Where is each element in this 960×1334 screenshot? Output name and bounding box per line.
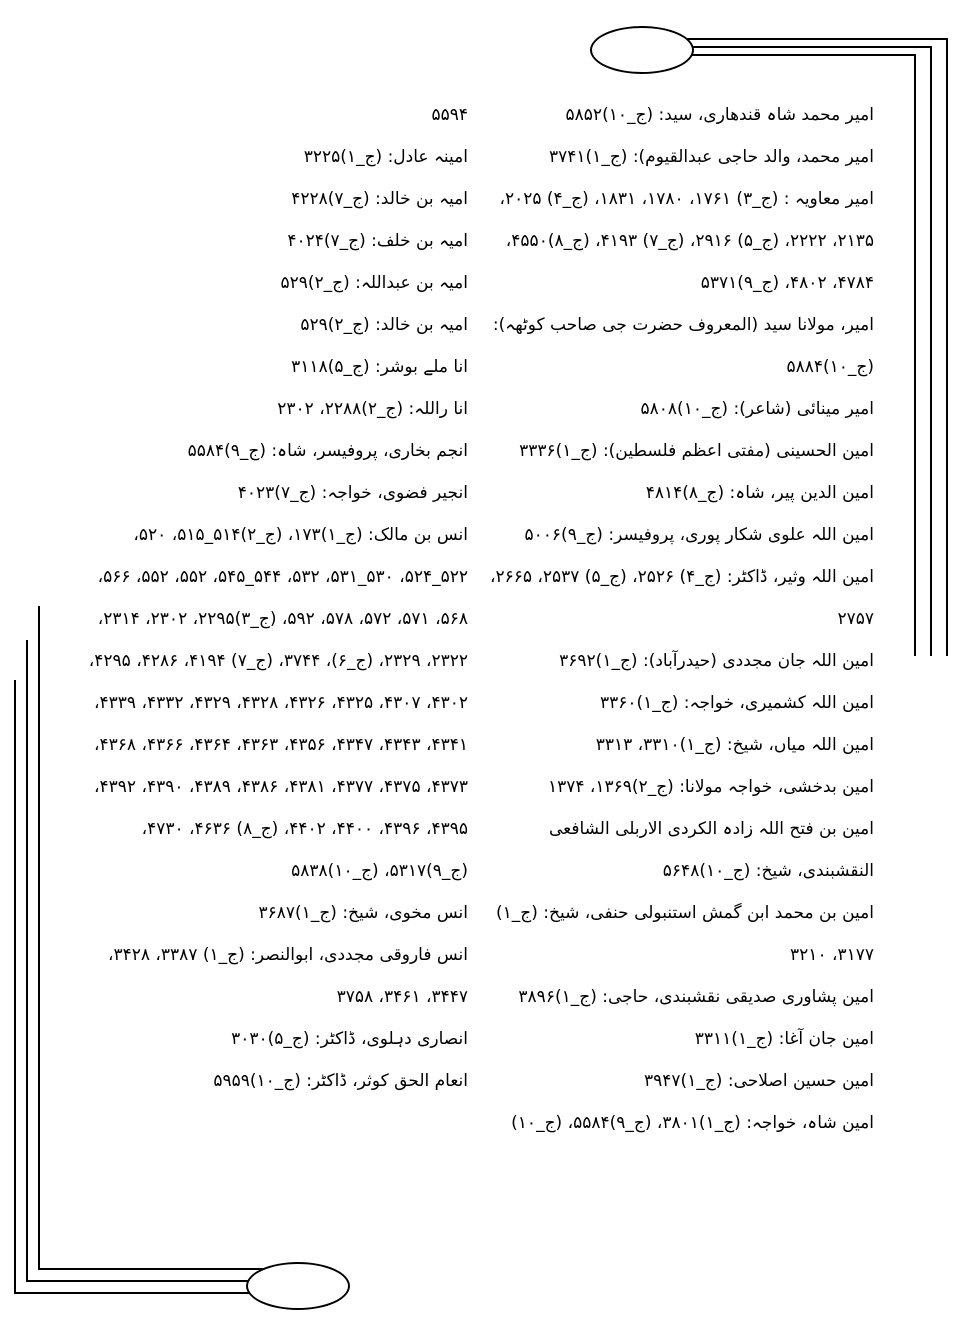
index-entry: امین شاہ، خواجہ: (ج_۱)۳۸۰۱، (ج_۹)۵۵۸۴، (ج_۱۰): [511, 1113, 874, 1133]
index-entry: انس فاروقی مجددی، ابوالنصر: (ج_۱) ۳۳۸۷، ۳۴۲۸، ۳۴۴۷، ۳۴۶۱، ۳۷۵۸: [102, 945, 468, 1007]
index-entry: امیر، مولانا سید (المعروف حضرت جی صاحب کوٹھہ): (ج_۱۰)۵۸۸۴: [487, 315, 874, 377]
index-entry: انا راللہ: (ج_۲)۲۲۸۸، ۲۳۰۲: [277, 399, 468, 419]
frame-line-left-3: [38, 606, 40, 1270]
frame-line-bottom-2: [26, 1280, 274, 1282]
frame-line-bottom-1: [14, 1292, 274, 1294]
index-entry: انجیر فضوی، خواجہ: (ج_۷)۴۰۲۳: [237, 483, 468, 503]
frame-line-right-2: [930, 46, 932, 656]
index-entry: امیر محمد شاہ قندھاری، سید: (ج_۱۰)۵۸۵۲: [565, 105, 874, 125]
index-entry: امین اللہ کشمیری، خواجہ: (ج_۱)۳۳۶۰: [599, 693, 874, 713]
index-entry: امین حسین اصلاحی: (ج_۱)۳۹۴۷: [644, 1071, 874, 1091]
index-entry: امیر معاویہ : (ج_۳) ۱۷۶۱، ۱۷۸۰، ۱۸۳۱، (ج_۴) ۲۰۲۵، ۲۱۳۵، ۲۲۲۲، (ج_۵) ۲۹۱۶، (ج_۷) ۴۱۹۳، (ج_۸)۴۵۵۰، ۴۷۸۴، ۴۸۰۲، (ج_۹)۵۳۷۱: [494, 189, 874, 293]
index-entry: امین الحسینی (مفتی اعظم فلسطین): (ج_۱)۳۳۳۶: [519, 441, 874, 461]
index-entry: امیہ بن عبداللہ: (ج_۲)۵۲۹: [280, 273, 468, 293]
index-entry: امینہ عادل: (ج_۱)۳۲۲۵: [303, 147, 468, 167]
index-entry: امیہ بن خلف: (ج_۷)۴۰۲۴: [287, 231, 468, 251]
index-entry: امین اللہ میاں، شیخ: (ج_۱)۳۳۱۰، ۳۳۱۳: [595, 735, 874, 755]
index-entry: امین اللہ جان مجددی (حیدرآباد): (ج_۱)۳۶۹۲: [559, 651, 874, 671]
index-entry: امین اللہ علوی شکار پوری، پروفیسر: (ج_۹)۵۰۰۶: [524, 525, 874, 545]
frame-line-left-2: [26, 640, 28, 1282]
frame-oval-bottom: [246, 1262, 350, 1310]
index-entry: انجم بخاری، پروفیسر، شاہ: (ج_۹)۵۵۸۴: [187, 441, 468, 461]
frame-line-left-1: [14, 680, 16, 1294]
frame-line-right-3: [914, 54, 916, 656]
frame-line-right-1: [946, 38, 948, 656]
index-entry: انا ملے بوشر: (ج_۵)۳۱۱۸: [291, 357, 468, 377]
frame-line-bottom-3: [38, 1268, 274, 1270]
index-entry: امین بن محمد ابن گمش استنبولی حنفی، شیخ: (ج_۱) ۳۱۷۷، ۳۲۱۰: [490, 903, 874, 965]
index-entry: انس مخوی، شیخ: (ج_۱)۳۶۸۷: [258, 903, 468, 923]
index-column-left: [66, 94, 468, 1102]
index-entry: انصاری دہلوی، ڈاکٹر: (ج_۵)۳۰۳۰: [231, 1029, 468, 1049]
index-entry: انعام الحق کوثر، ڈاکٹر: (ج_۱۰)۵۹۵۹: [213, 1071, 468, 1091]
index-entry: ۵۵۹۴: [431, 105, 468, 125]
index-entry: امین بدخشی، خواجہ مولانا: (ج_۲)۱۳۶۹، ۱۳۷۴: [547, 777, 874, 797]
index-entry: امین بن فتح اللہ زادہ الکردی الاربلی الشافعی النقشبندی، شیخ: (ج_۱۰)۵۶۴۸: [543, 819, 874, 881]
index-entry: انس بن مالک: (ج_۱)۱۷۳، (ج_۲)۵۱۴_۵۱۵، ۵۲۰، ۵۲۲_۵۲۴، ۵۳۰_۵۳۱، ۵۳۲، ۵۴۴_۵۴۵، ۵۵۲، ۵۵۲، ۵۶۶، ۵۶۸، ۵۷۱، ۵۷۲، ۵۷۸، ۵۹۲، (ج_۳)۲۲۹۵، ۲۳۰۲، ۲۳۱۴، ۲۳۲۲، ۲۳۲۹، (ج_۶)، ۳۷۴۴، (ج_۷) ۴۱۹۴، ۴۲۸۶، ۴۲۹۵، ۴۳۰۲، ۴۳۰۷، ۴۳۲۵، ۴۳۲۶، ۴۳۲۸، ۴۳۲۹، ۴۳۳۲، ۴۳۳۹، ۴۳۴۱، ۴۳۴۳، ۴۳۴۷، ۴۳۵۶، ۴۳۶۳، ۴۳۶۴، ۴۳۶۶، ۴۳۶۸، ۴۳۷۳، ۴۳۷۵، ۴۳۷۷، ۴۳۸۱، ۴۳۸۶، ۴۳۸۹، ۴۳۹۰، ۴۳۹۲، ۴۳۹۵، ۴۳۹۶، ۴۴۰۰، ۴۴۰۲، (ج_۸) ۴۶۳۶، ۴۷۳۰، (ج_۹)۵۳۱۷، (ج_۱۰)۵۸۳۸: [83, 525, 468, 881]
index-entry: امین پشاوری صدیقی نقشبندی، حاجی: (ج_۱)۳۸۹۶: [518, 987, 874, 1007]
index-entry: امیر محمد، والد حاجی عبدالقیوم): (ج_۱)۳۷۴۱: [549, 147, 874, 167]
index-entry: امین اللہ وثیر، ڈاکٹر: (ج_۴) ۲۵۲۶، (ج_۵) ۲۵۳۷، ۲۶۶۵، ۲۷۵۷: [484, 567, 874, 629]
index-entry: امیہ بن خالد: (ج_۷)۴۲۲۸: [291, 189, 468, 209]
frame-oval-top: [590, 26, 694, 74]
index-entry: امین جان آغا: (ج_۱)۳۳۱۱: [694, 1029, 874, 1049]
index-column-right: [484, 94, 874, 1144]
index-entry: امین الدین پیر، شاہ: (ج_۸)۴۸۱۴: [645, 483, 874, 503]
index-entry: امیر مینائی (شاعر): (ج_۱۰)۵۸۰۸: [640, 399, 874, 419]
index-entry: امیہ بن خالد: (ج_۲)۵۲۹: [300, 315, 468, 335]
